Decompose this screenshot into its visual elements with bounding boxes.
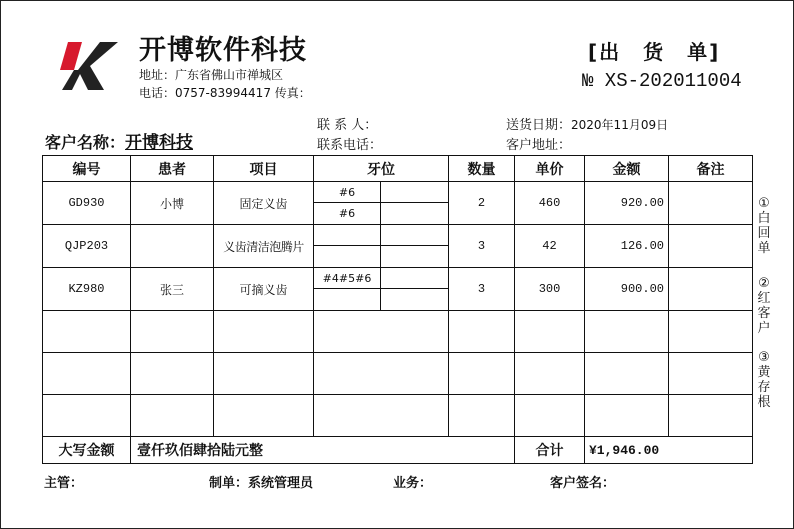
- cell-item: 义齿清洁泡腾片: [214, 225, 314, 268]
- cell-patient: 小博: [131, 182, 214, 225]
- caps-amount-value: 壹仟玖佰肆拾陆元整: [131, 437, 515, 464]
- cell-code: GD930: [43, 182, 131, 225]
- cell-price: 460: [515, 182, 585, 225]
- cell-price: 42: [515, 225, 585, 268]
- phone-label: 联系电话：: [317, 138, 383, 153]
- cell-code: QJP203: [43, 225, 131, 268]
- cell-qty: 3: [449, 268, 515, 311]
- tooth-value: [314, 246, 381, 267]
- empty-row: [43, 395, 753, 437]
- cell-teeth: [314, 268, 449, 311]
- items-table: [42, 155, 753, 464]
- cell-item: 固定义齿: [214, 182, 314, 225]
- header-price: 单价: [515, 156, 585, 182]
- header-note: 备注: [669, 156, 753, 182]
- cell-amount: 126.00: [585, 225, 669, 268]
- cell-amount: 920.00: [585, 182, 669, 225]
- cell-qty: 3: [449, 225, 515, 268]
- side-note-red: ②红客户: [757, 276, 771, 336]
- tooth-value: #6: [314, 182, 381, 203]
- company-logo: [60, 40, 120, 92]
- total-value: ¥1,946.00: [585, 437, 753, 464]
- header-qty: 数量: [449, 156, 515, 182]
- document-title: [出 货 单]: [588, 40, 721, 64]
- address-label: 客户地址：: [506, 138, 572, 153]
- date-value: 2020年11月09日: [571, 118, 669, 132]
- table-row: [43, 182, 753, 225]
- total-label: 合计: [515, 437, 585, 464]
- date-label: 送货日期：: [506, 118, 572, 133]
- empty-row: [43, 353, 753, 395]
- company-phone: 电话：0757-83994417 传真：: [139, 86, 311, 100]
- supervisor-label: 主管：: [44, 476, 84, 491]
- cell-note: [669, 268, 753, 311]
- customer-label: 客户名称：: [45, 133, 126, 152]
- cell-teeth: [314, 225, 449, 268]
- empty-row: [43, 311, 753, 353]
- company-name: 开博软件科技: [139, 35, 307, 66]
- customer-name: 开博科技: [125, 133, 194, 153]
- caps-amount-label: 大写金额: [43, 437, 131, 464]
- cell-note: [669, 182, 753, 225]
- contact-label: 联 系 人：: [317, 118, 378, 133]
- cell-note: [669, 225, 753, 268]
- side-note-yellow: ③黄存根: [757, 350, 771, 410]
- header-item: 项目: [214, 156, 314, 182]
- table-row: [43, 225, 753, 268]
- cell-patient: 张三: [131, 268, 214, 311]
- cell-qty: 2: [449, 182, 515, 225]
- cell-patient: [131, 225, 214, 268]
- tooth-value: [314, 289, 381, 310]
- document-number: № XS-202011004: [582, 70, 742, 92]
- side-note-white: ①白回单: [757, 196, 771, 256]
- business-label: 业务：: [393, 476, 433, 491]
- customer-name-field: [45, 128, 193, 153]
- table-footer: [43, 437, 753, 464]
- tooth-value: [314, 225, 381, 246]
- table-row: [43, 268, 753, 311]
- tooth-value: #6: [314, 203, 381, 224]
- header-amount: 金额: [585, 156, 669, 182]
- cell-item: 可摘义齿: [214, 268, 314, 311]
- cell-code: KZ980: [43, 268, 131, 311]
- header-teeth: 牙位: [314, 156, 449, 182]
- cell-teeth: [314, 182, 449, 225]
- header-code: 编号: [43, 156, 131, 182]
- maker-label: 制单：系统管理员: [209, 476, 314, 491]
- cell-amount: 900.00: [585, 268, 669, 311]
- customer-signature-label: 客户签名：: [550, 476, 616, 491]
- tooth-value: #4#5#6: [314, 268, 381, 289]
- table-header: [43, 156, 753, 182]
- company-address: 地址：广东省佛山市禅城区: [139, 68, 284, 82]
- cell-price: 300: [515, 268, 585, 311]
- header-patient: 患者: [131, 156, 214, 182]
